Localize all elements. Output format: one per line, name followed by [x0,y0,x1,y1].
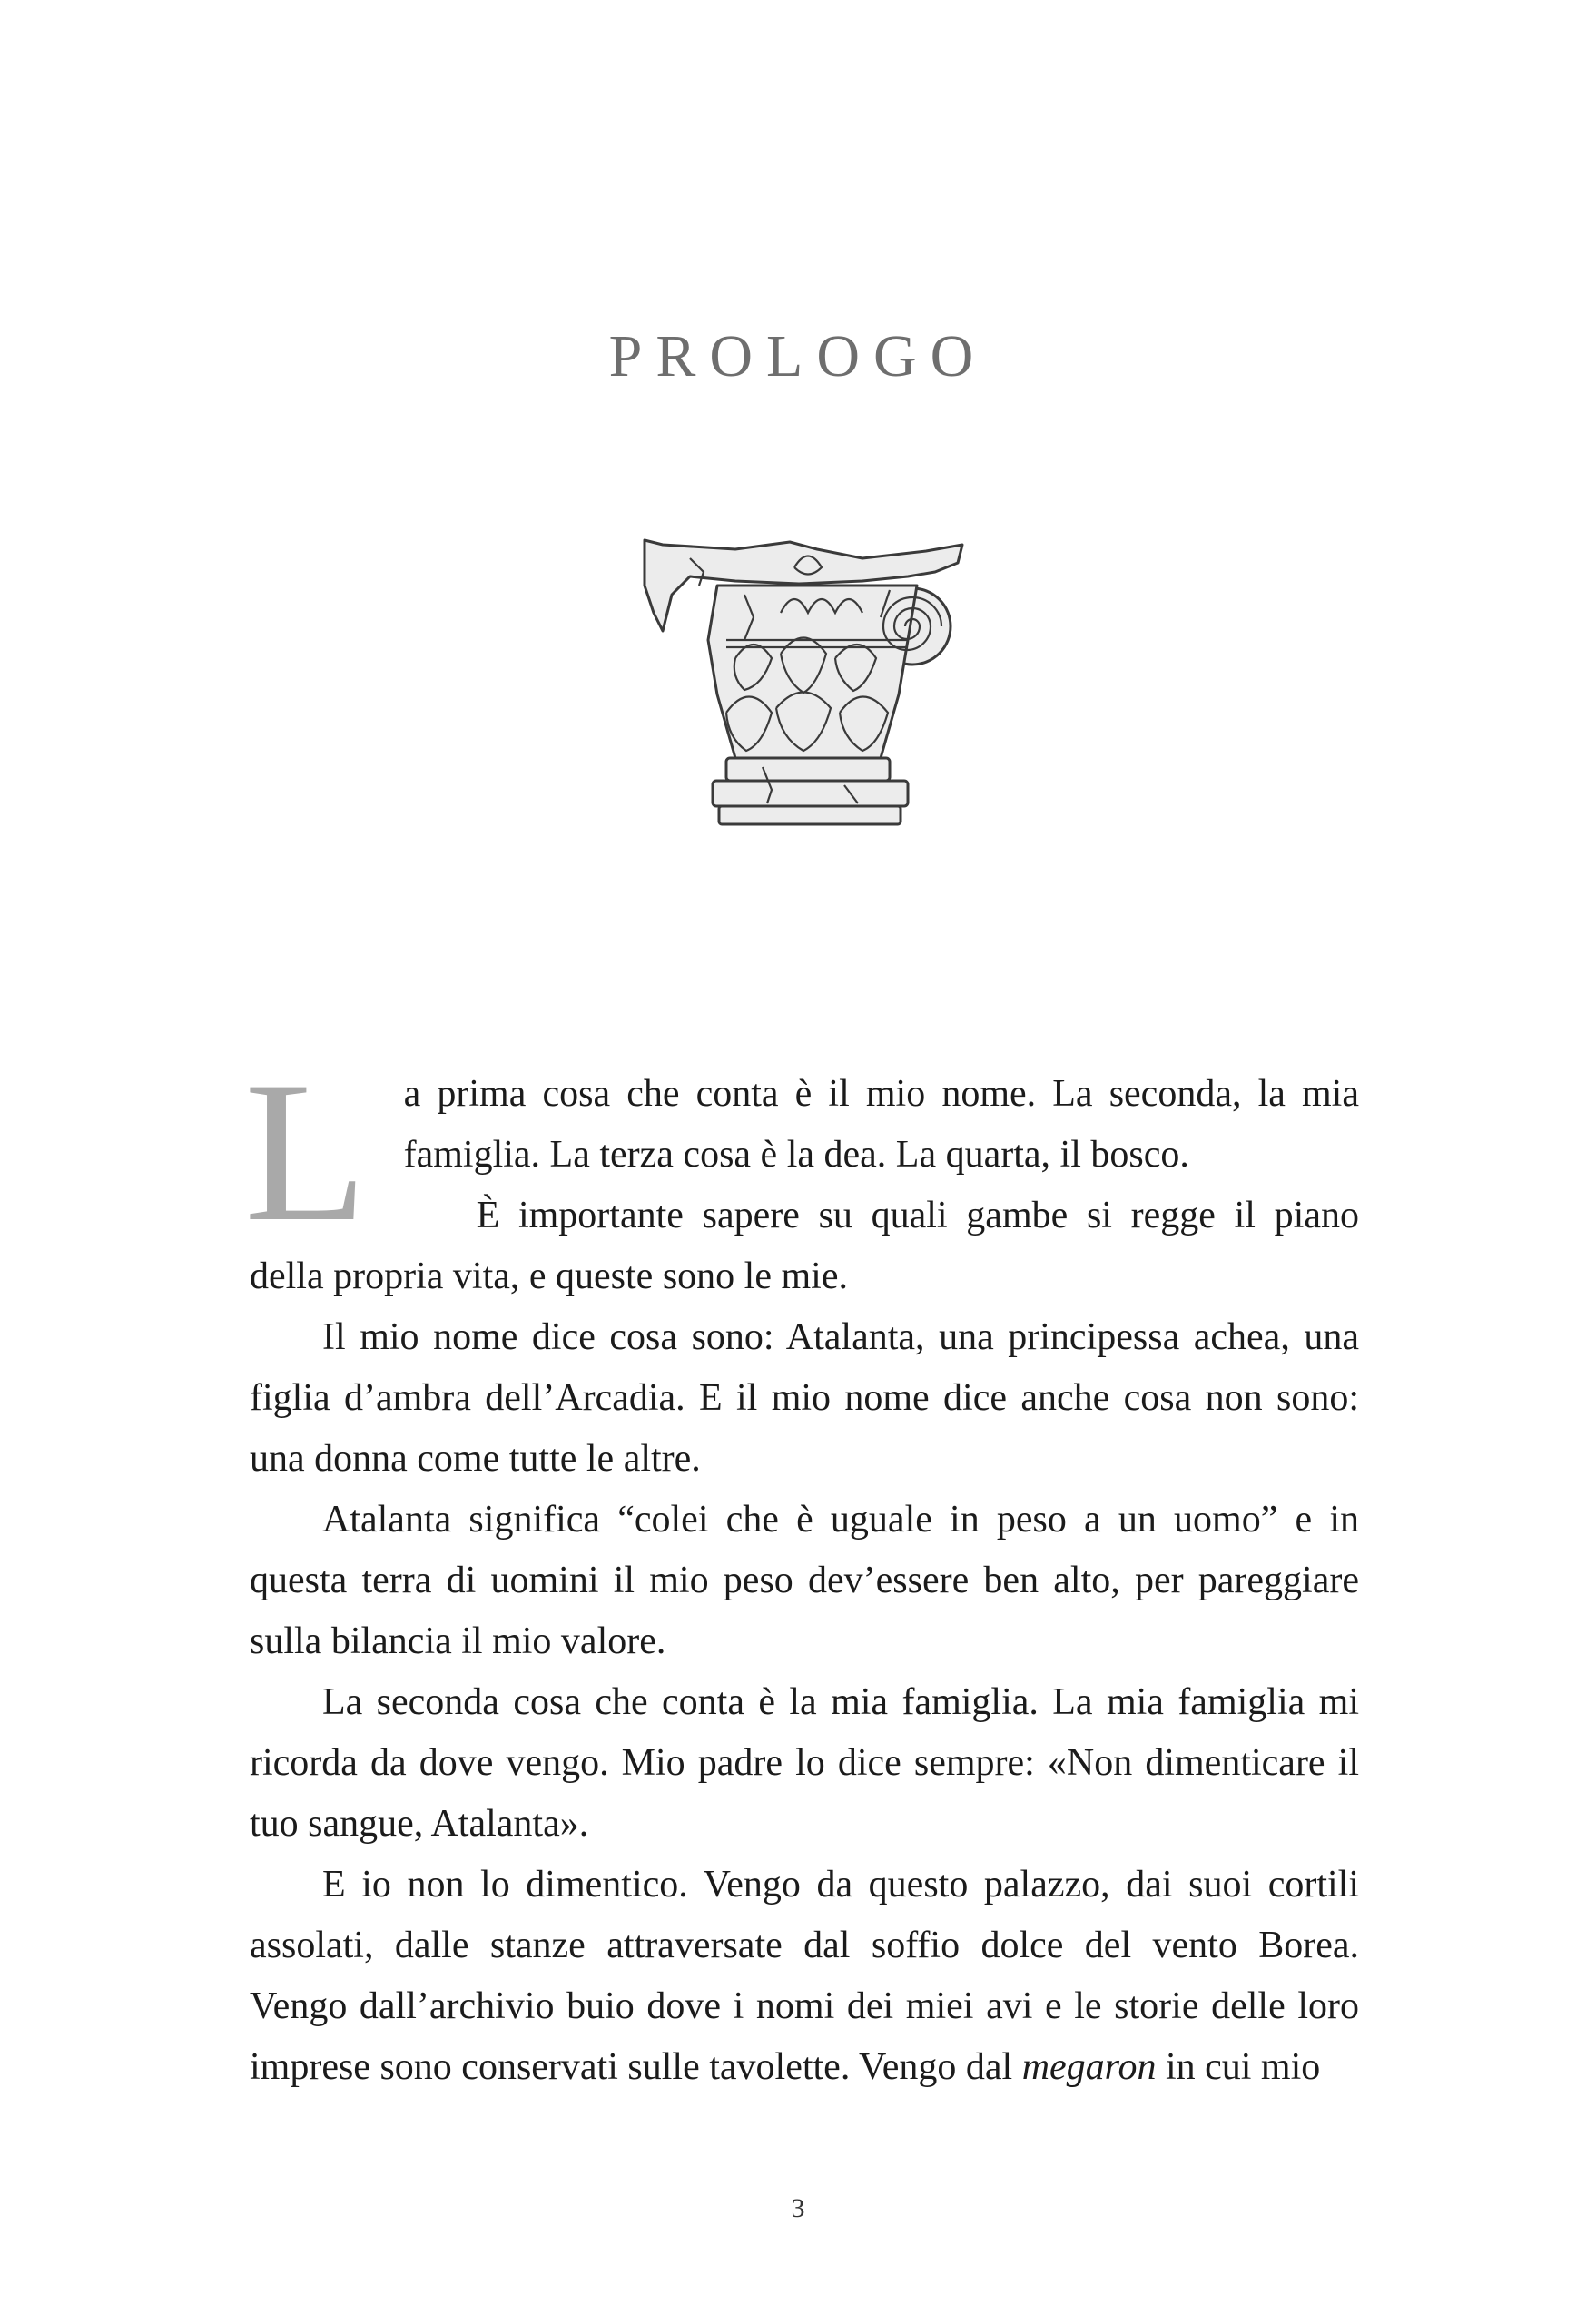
page-number: 3 [791,2193,805,2223]
paragraph: Il mio nome dice cosa sono: Atalanta, una principessa achea, una figlia d’ambra dell’Arcadia. E il mio nome dice anche cosa non sono: una donna come tutte le altre. [250,1316,1359,1480]
paragraph: Atalanta significa “colei che è uguale in peso a un uomo” e in questa terra di uomini il mio peso dev’essere ben alto, per pareggiare sulla bilancia il mio valore. [250,1499,1359,1662]
paragraph: È importante sapere su quali gambe si regge il piano della propria vita, e queste sono le mie. [250,1195,1359,1297]
drop-cap: L [244,1040,368,1264]
paragraph: La seconda cosa che conta è la mia famiglia. La mia famiglia mi ricorda da dove vengo. Mio padre lo dice sempre: «Non dimenticare il tuo sangue, Atalanta». [250,1681,1359,1845]
paragraph: La prima cosa che conta è il mio nome. La seconda, la mia famiglia. La terza cosa è la dea. La quarta, il bosco. [244,1040,1359,1264]
corinthian-capital-illustration [635,531,980,831]
italic-term: megaron [1021,2046,1157,2088]
chapter-title: PROLOGO [608,323,988,389]
body-text [244,1040,1359,2098]
paragraph: E io non lo dimentico. Vengo da questo palazzo, dai suoi cortili assolati, dalle stanze attraversate dal soffio dolce del vento Borea. Vengo dall’archivio buio dove i nomi dei miei avi e le storie delle loro imprese sono conservati sulle tavolette. Vengo dal megaron in cui mio [250,1864,1359,2088]
